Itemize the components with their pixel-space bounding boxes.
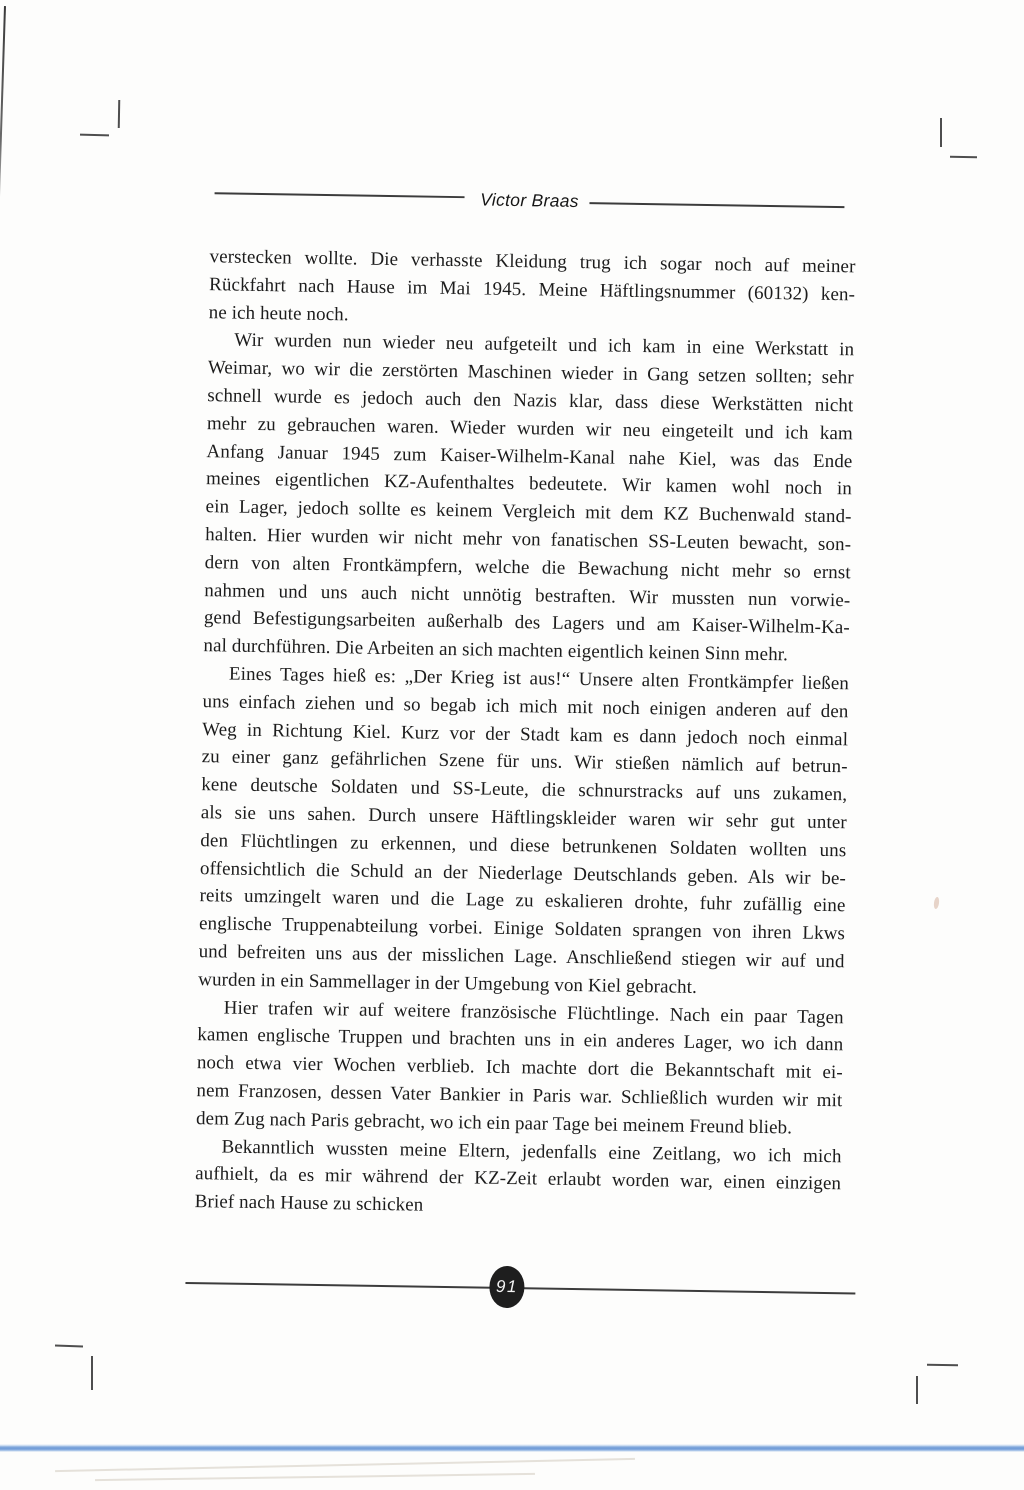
crop-mark-bottom-left-vertical xyxy=(91,1356,93,1390)
running-header-author: Victor Braas xyxy=(480,189,579,211)
text-line: ne ich heute noch. xyxy=(208,301,349,325)
text-line: mehr zu gebrauchen waren. Wieder wurden wir neu eingeteilt und ich kam xyxy=(206,412,854,445)
text-line: wurden in ein Sammellager in der Umgebung von Kiel gebracht. xyxy=(198,968,698,998)
text-line: gend Befestigungsarbeiten außerhalb des Lagers und am Kaiser-Wilhelm-Ka- xyxy=(203,607,850,639)
text-line: offensichtlich die Schuld an der Niederlage Deutschlands geben. Als wir be- xyxy=(199,857,847,889)
text-line: ein Lager, jedoch sollte es keinem Vergleich mit dem KZ Buchenwald stand- xyxy=(205,496,852,528)
crop-mark-top-right-vertical xyxy=(940,118,942,147)
text-line: schnell wurde es jedoch auch den Nazis klar, dass diese Werkstätten nicht xyxy=(207,385,854,417)
text-line: halten. Hier wurden wir nicht mehr von fanatischen SS-Leuten bewacht, son- xyxy=(205,524,852,556)
text-line: reits umzingelt waren und die Lage zu eskalieren drohte, fuhr zufällig eine xyxy=(199,885,846,917)
text-line: Hier trafen wir auf weitere französische Flüchtlinge. Nach ein paar Tagen xyxy=(223,997,844,1028)
text-line: Weimar, wo wir die zerstörten Maschinen wieder in Gang setzen sollten; sehr xyxy=(207,357,854,389)
text-line: englische Truppenabteilung vorbei. Einige Soldaten sprangen von ihren Lkws xyxy=(198,913,846,945)
text-line: und befreiten uns aus der misslichen Lage. Anschließend stiegen wir auf und xyxy=(198,941,845,973)
text-line: den Flüchtlingen zu erkennen, und diese betrunkenen Soldaten wollten uns xyxy=(200,829,847,861)
text-line: meines eigentlichen KZ-Aufenthaltes bedeutete. Wir kamen wohl noch in xyxy=(205,468,853,500)
scanner-blue-line xyxy=(0,1444,1024,1452)
text-line: aufhielt, da es mir während der KZ-Zeit erlaubt worden war, einen einzigen xyxy=(194,1163,842,1195)
text-line: kene deutsche Soldaten und SS-Leute, die schnurstracks auf uns zukamen, xyxy=(201,774,848,806)
text-line: Rückfahrt nach Hause im Mai 1945. Meine Häftlingsnummer (60132) ken- xyxy=(208,273,856,306)
paragraph xyxy=(208,243,855,337)
text-line: Wir wurden nun wieder neu aufgeteilt und ich kam in eine Werkstatt in xyxy=(234,329,855,361)
header-rule-left xyxy=(215,192,465,198)
paragraph xyxy=(198,660,849,1004)
page-number-badge xyxy=(489,1266,525,1309)
crop-mark-bottom-right-vertical xyxy=(916,1376,918,1404)
page-number: 91 xyxy=(495,1276,519,1297)
text-line: verstecken wollte. Die verhasste Kleidung trug ich sogar noch auf meiner xyxy=(209,246,856,278)
text-line: uns einfach ziehen und so begab ich mich mit noch einigen anderen auf den xyxy=(202,690,849,723)
text-line: kamen englische Truppen und brachten uns in ein anderes Lager, wo ich dann xyxy=(197,1024,844,1056)
text-line: zu einer ganz gefährlichen Szene für uns. Wir stießen nämlich auf betrun- xyxy=(201,746,848,778)
text-line: Bekanntlich wussten meine Eltern, jedenfalls eine Zeitlang, wo ich mich xyxy=(221,1135,842,1167)
text-line: dem Zug nach Paris gebracht, wo ich ein paar Tage bei meinem Freund blieb. xyxy=(195,1107,793,1139)
scan-edge-line xyxy=(0,6,6,252)
text-line: noch etwa vier Wochen verblieb. Ich machte dort die Bekanntschaft mit ei- xyxy=(196,1052,843,1084)
text-line: als sie uns sahen. Durch unsere Häftlingskleider waren wir sehr gut unter xyxy=(200,802,847,834)
text-line: nahmen und uns auch nicht unnötig bestraften. Wir mussten nun vorwie- xyxy=(204,579,851,611)
text-line: Brief nach Hause zu schicken xyxy=(194,1191,424,1216)
text-line: Eines Tages hieß es: „Der Krieg ist aus!“ Unsere alten Frontkämpfer ließen xyxy=(228,663,850,695)
paragraph xyxy=(195,1133,842,1227)
text-line: Anfang Januar 1945 zum Kaiser-Wilhelm-Kanal nahe Kiel, was das Ende xyxy=(206,440,853,472)
text-line: Weg in Richtung Kiel. Kurz vor der Stadt kam es dann jedoch noch einmal xyxy=(201,718,849,750)
body-text xyxy=(195,243,856,1226)
text-line: dern von alten Frontkämpfern, welche die Bewachung nicht mehr so ernst xyxy=(204,551,851,584)
text-line: nem Franzosen, dessen Vater Bankier in Paris war. Schließlich wurden wir mit xyxy=(196,1079,843,1112)
text-line: nal durchführen. Die Arbeiten an sich machten eigentlich keinen Sinn mehr. xyxy=(203,635,789,666)
paragraph xyxy=(203,327,854,671)
paragraph xyxy=(196,994,844,1143)
